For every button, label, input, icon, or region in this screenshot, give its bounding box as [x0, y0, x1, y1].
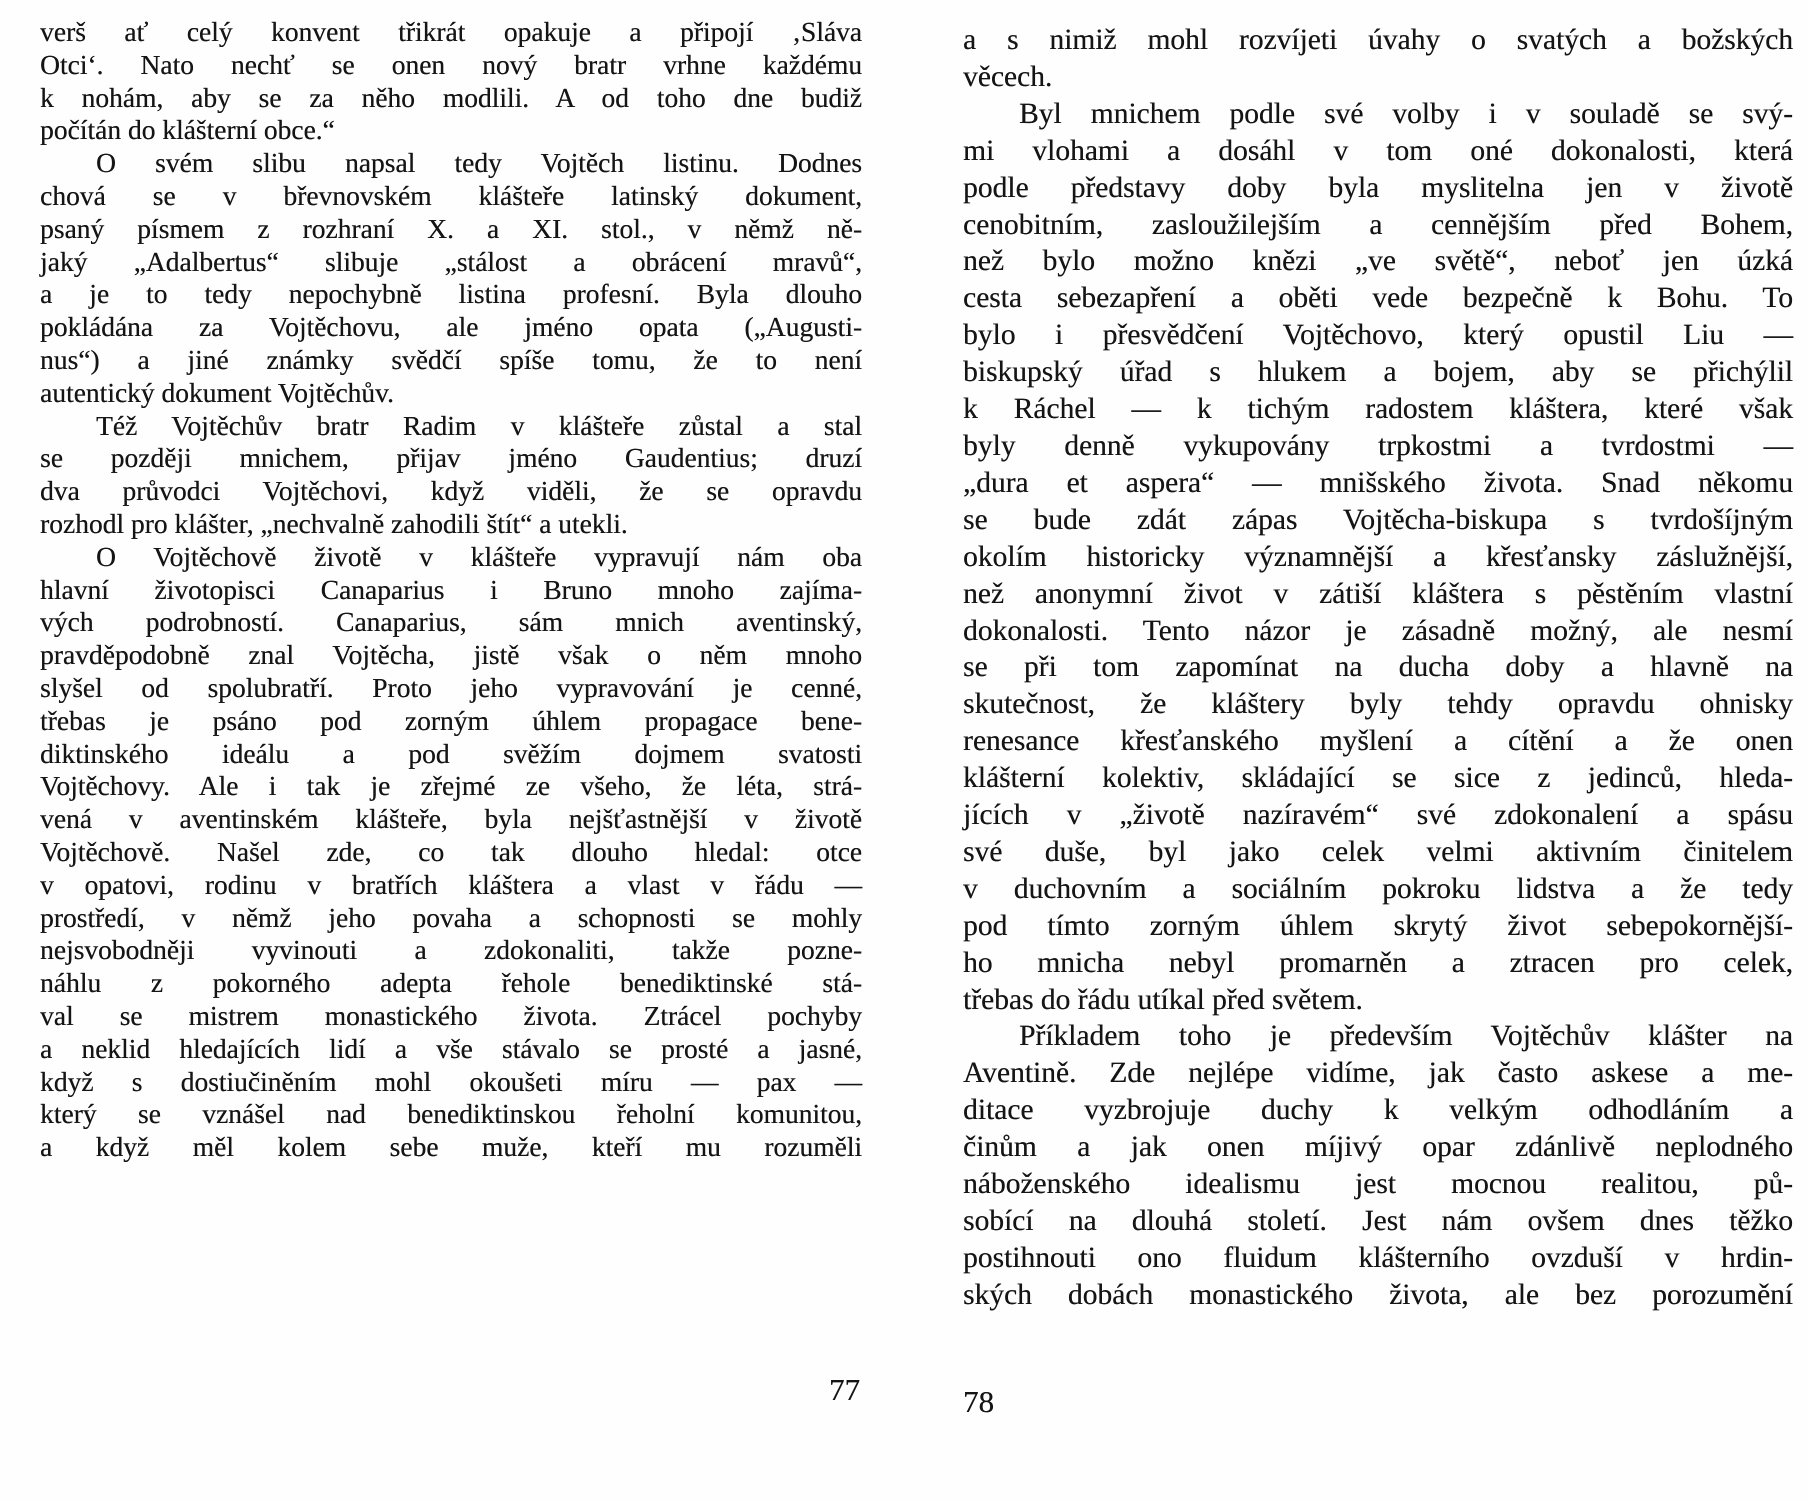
text-line: věcech.: [963, 60, 1053, 93]
text-line: vých podrobností. Canaparius, sám mnich aventinský,: [40, 606, 862, 638]
text-line: skutečnost, že kláštery byly tehdy opravdu ohnisky: [963, 688, 1793, 721]
text-line: v opatovi, rodinu v bratřích kláštera a vlast v řádu —: [40, 868, 862, 900]
text-line: renesance křesťanského myšlení a cítění a že onen: [963, 725, 1793, 758]
text-line: Aventině. Zde nejlépe vidíme, jak často askese a me-: [963, 1057, 1793, 1090]
text-line: okolím historicky významnější a křesťansky záslužnější,: [963, 540, 1793, 573]
text-line: cesta sebezapření a oběti vede bezpečně k Bohu. To: [963, 282, 1793, 315]
text-line: bylo i přesvědčení Vojtěchovo, který opustil Liu —: [963, 319, 1793, 352]
text-line: se bude zdát zápas Vojtěcha-biskupa s tvrdošíjným: [963, 503, 1793, 536]
text-line: mi vlohami a dosáhl v tom oné dokonalosti, která: [963, 134, 1793, 167]
text-line: Otci‘. Nato nechť se onen nový bratr vrhne každému: [40, 48, 862, 80]
text-line: diktinského ideálu a pod svěžím dojmem svatosti: [40, 737, 862, 769]
text-line: chová se v břevnovském klášteře latinský dokument,: [40, 179, 862, 211]
text-line: a je to tedy nepochybně listina profesní. Byla dlouho: [40, 278, 862, 310]
text-line: než anonymní život v zátiší kláštera s pěstěním vlastní: [963, 577, 1793, 610]
text-line: činům a jak onen míjivý opar zdánlivě neplodného: [963, 1131, 1793, 1164]
text-line: Byl mnichem podle své volby i v souladě se svý-: [1019, 97, 1793, 130]
text-line: k Ráchel — k tichým radostem kláštera, které však: [963, 393, 1793, 426]
text-line: ho mnicha nebyl promarněn a ztracen pro celek,: [963, 946, 1793, 979]
text-line: jaký „Adalbertus“ slibuje „stálost a obrácení mravů“,: [40, 245, 862, 277]
text-line: jících v „životě nazíravém“ své zdokonalení a spásu: [963, 799, 1793, 832]
text-line: pod tímto zorným úhlem skrytý život sebepokornější-: [963, 909, 1793, 942]
text-line: O Vojtěchově životě v klášteře vypravují nám oba: [96, 540, 862, 572]
text-line: rozhodl pro klášter, „nechvalně zahodili štít“ a utekli.: [40, 507, 628, 539]
text-line: se později mnichem, přijav jméno Gaudentius; druzí: [40, 442, 862, 474]
text-line: a neklid hledajících lidí a vše stávalo se prosté a jasné,: [40, 1032, 862, 1064]
text-line: psaný písmem z rozhraní X. a XI. stol., v němž ně-: [40, 212, 862, 244]
text-line: dokonalosti. Tento názor je zásadně možný, ale nesmí: [963, 614, 1793, 647]
text-line: Též Vojtěchův bratr Radim v klášteře zůstal a stal: [96, 409, 862, 441]
text-line: dva průvodci Vojtěchovi, když viděli, že se opravdu: [40, 475, 862, 507]
text-line: slyšel od spolubratří. Proto jeho vypravování je cenné,: [40, 671, 862, 703]
text-line: a s nimiž mohl rozvíjeti úvahy o svatých a božských: [963, 24, 1793, 56]
page-number-left: 77: [829, 1372, 860, 1407]
text-line: náhlu z pokorného adepta řehole benediktinské stá-: [40, 967, 862, 999]
text-line: počítán do klášterní obce.“: [40, 114, 335, 146]
text-line: prostředí, v němž jeho povaha a schopnosti se mohly: [40, 901, 862, 933]
text-line: Vojtěchově. Našel zde, co tak dlouho hledal: otce: [40, 835, 862, 867]
text-line: se při tom zapomínat na ducha doby a hlavně na: [963, 651, 1793, 684]
text-line: a když měl kolem sebe muže, kteří mu rozuměli: [40, 1131, 862, 1163]
text-line: náboženského idealismu jest mocnou realitou, pů-: [963, 1168, 1793, 1201]
text-line: než bylo možno knězi „ve světě“, neboť jen úzká: [963, 245, 1793, 278]
text-line: když s dostiučiněním mohl okoušeti míru — pax —: [40, 1065, 862, 1097]
text-line: verš ať celý konvent třikrát opakuje a připojí ‚Sláva: [40, 16, 862, 47]
left-page-text-column: [40, 16, 862, 1164]
text-line: nus“) a jiné známky svědčí spíše tomu, že to není: [40, 343, 862, 375]
text-line: ditace vyzbrojuje duchy k velkým odhodláním a: [963, 1094, 1793, 1127]
text-line: nejsvobodněji vyvinouti a zdokonaliti, takže pozne-: [40, 934, 862, 966]
text-line: pravděpodobně znal Vojtěcha, jistě však o něm mnoho: [40, 639, 862, 671]
text-line: byly denně vykupovány trpkostmi a tvrdostmi —: [963, 429, 1793, 462]
text-line: pokládána za Vojtěchovu, ale jméno opata („Augusti-: [40, 311, 862, 343]
text-line: hlavní životopisci Canaparius i Bruno mnoho zajíma-: [40, 573, 862, 605]
text-line: O svém slibu napsal tedy Vojtěch listinu. Dodnes: [96, 147, 862, 179]
text-line: třebas je psáno pod zorným úhlem propagace bene-: [40, 704, 862, 736]
page-number-right: 78: [963, 1384, 994, 1419]
text-line: cenobitním, zasloužilejším a cennějším před Bohem,: [963, 208, 1793, 241]
text-line: biskupský úřad s hlukem a bojem, aby se přichýlil: [963, 356, 1793, 389]
text-line: „dura et aspera“ — mnišského života. Snad někomu: [963, 466, 1793, 499]
text-line: který se vznášel nad benediktinskou řeholní komunitou,: [40, 1098, 862, 1130]
text-line: postihnouti ono fluidum klášterního ovzduší v hrdin-: [963, 1241, 1793, 1274]
text-line: vená v aventinském klášteře, byla nejšťastnější v životě: [40, 803, 862, 835]
right-page-text-column: [963, 22, 1793, 1314]
text-line: klášterní kolektiv, skládající se sice z jedinců, hleda-: [963, 762, 1793, 795]
text-line: Vojtěchovy. Ale i tak je zřejmé ze všeho, že léta, strá-: [40, 770, 862, 802]
text-line: val se mistrem monastického života. Ztrácel pochyby: [40, 999, 862, 1031]
text-line: sobící na dlouhá století. Jest nám ovšem dnes těžko: [963, 1205, 1793, 1237]
text-line: v duchovním a sociálním pokroku lidstva a že tedy: [963, 872, 1793, 905]
text-line: autentický dokument Vojtěchův.: [40, 376, 394, 408]
text-line: Příkladem toho je především Vojtěchův klášter na: [1019, 1020, 1793, 1053]
text-line: podle představy doby byla myslitelna jen v životě: [963, 171, 1793, 204]
text-line: k nohám, aby se za něho modlili. A od toho dne budiž: [40, 81, 862, 113]
text-line: třebas do řádu utíkal před světem.: [963, 983, 1363, 1016]
text-line: ských dobách monastického života, ale bez porozumění: [963, 1278, 1793, 1311]
text-line: své duše, byl jako celek velmi aktivním činitelem: [963, 835, 1793, 868]
